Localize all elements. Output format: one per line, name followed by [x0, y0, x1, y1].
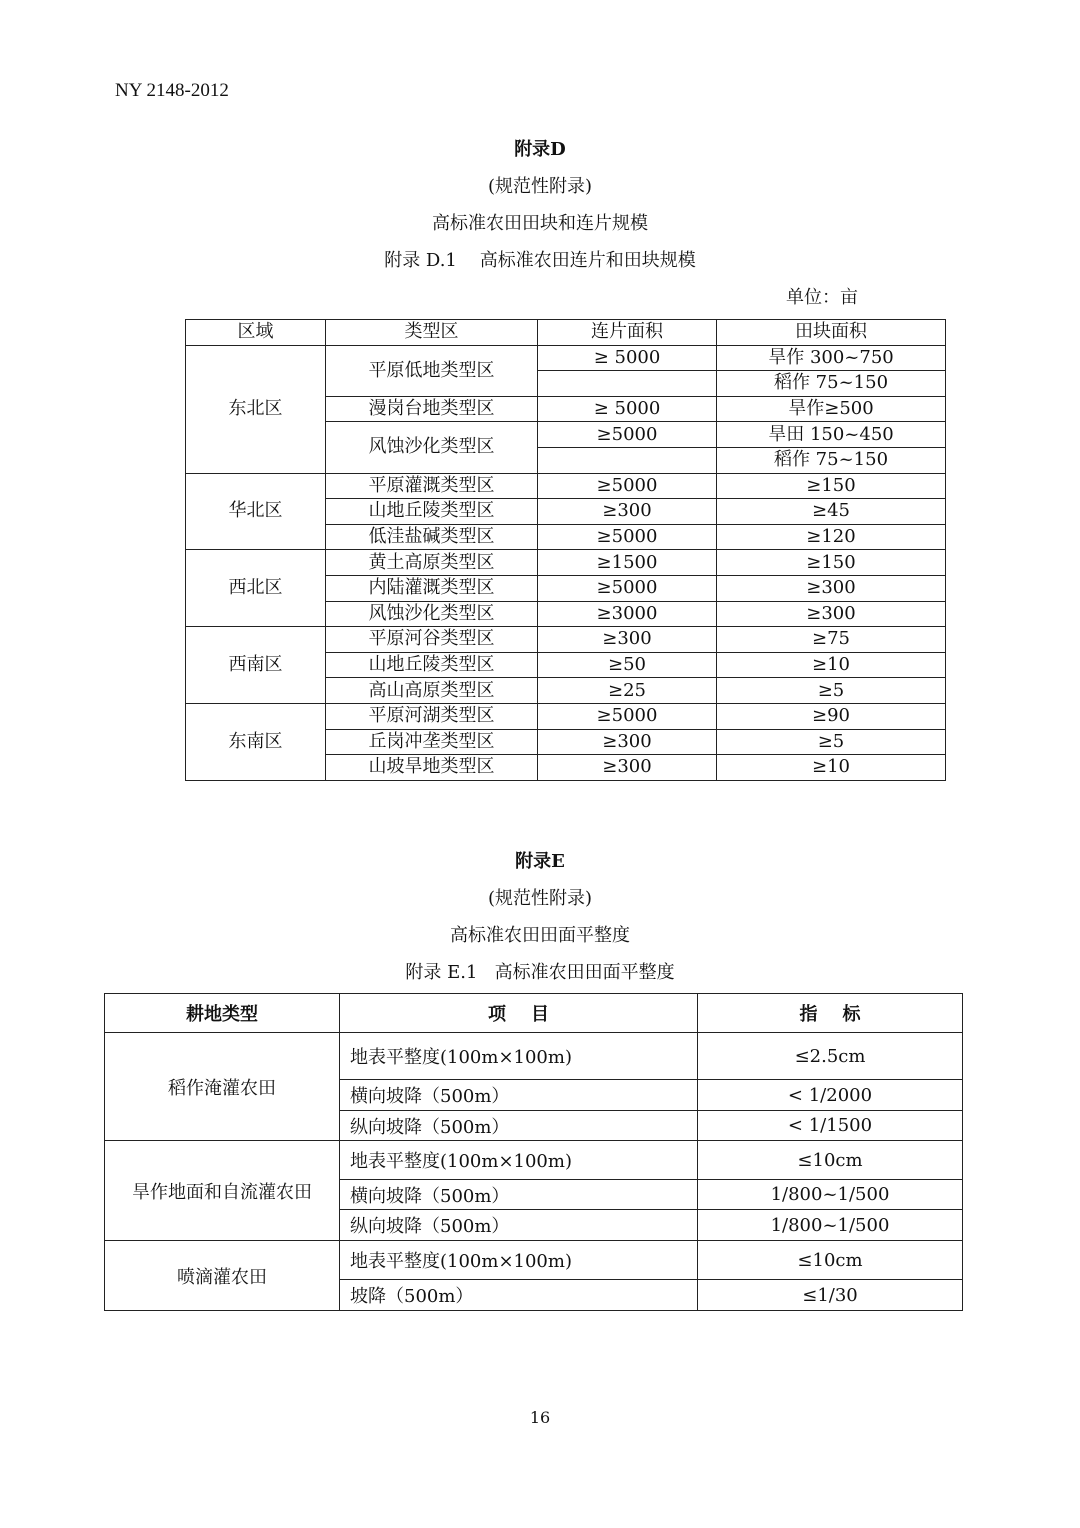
type-cell: 丘岗冲垄类型区 — [326, 729, 538, 755]
region-cell: 华北区 — [186, 473, 326, 550]
table-row — [105, 1141, 963, 1180]
field-cell: 稻作 75~150 — [717, 447, 946, 473]
field-cell: ≥5 — [717, 729, 946, 755]
field-cell: 旱作≥500 — [717, 396, 946, 422]
header-cell: 田块面积 — [717, 320, 946, 346]
table-d1 — [185, 319, 946, 781]
type-cell: 风蚀沙化类型区 — [326, 422, 538, 473]
region-cell: 东北区 — [186, 345, 326, 473]
type-cell: 平原河湖类型区 — [326, 703, 538, 729]
contiguous-cell: ≥ 5000 — [538, 345, 717, 371]
value-cell: 1/800~1/500 — [698, 1210, 963, 1241]
type-cell: 平原灌溉类型区 — [326, 473, 538, 499]
standard-number: NY 2148-2012 — [115, 80, 229, 101]
value-cell: ≤1/30 — [698, 1280, 963, 1311]
table-row — [186, 473, 946, 499]
type-cell: 山地丘陵类型区 — [326, 652, 538, 678]
table-row — [186, 627, 946, 653]
field-cell: ≥90 — [717, 703, 946, 729]
field-cell: ≥45 — [717, 499, 946, 525]
contiguous-cell: ≥50 — [538, 652, 717, 678]
appendix-e-nature: (规范性附录) — [487, 888, 593, 909]
table-e1-caption: 附录 E.1 高标准农田田面平整度 — [405, 962, 675, 983]
region-cell: 西南区 — [186, 627, 326, 704]
type-cell: 平原低地类型区 — [326, 345, 538, 396]
table-row — [186, 703, 946, 729]
contiguous-cell: ≥300 — [538, 627, 717, 653]
header-cell: 指 标 — [698, 994, 963, 1033]
field-cell: ≥75 — [717, 627, 946, 653]
table-row — [105, 1241, 963, 1280]
header-cell: 连片面积 — [538, 320, 717, 346]
table-header-row — [105, 994, 963, 1033]
item-cell: 坡降（500m） — [340, 1280, 698, 1311]
contiguous-cell: ≥ 5000 — [538, 396, 717, 422]
region-cell: 东南区 — [186, 703, 326, 780]
contiguous-cell: ≥300 — [538, 755, 717, 781]
header-cell: 类型区 — [326, 320, 538, 346]
item-cell: 纵向坡降（500m） — [340, 1111, 698, 1141]
contiguous-cell: ≥5000 — [538, 473, 717, 499]
region-cell: 西北区 — [186, 550, 326, 627]
appendix-d-subtitle: 高标准农田田块和连片规模 — [432, 213, 648, 234]
land-type-cell: 旱作地面和自流灌农田 — [105, 1141, 340, 1241]
item-cell: 地表平整度(100m×100m) — [340, 1141, 698, 1180]
contiguous-cell: ≥25 — [538, 678, 717, 704]
table-header-row — [186, 320, 946, 346]
value-cell: ≤10cm — [698, 1241, 963, 1280]
appendix-e-subtitle: 高标准农田田面平整度 — [450, 925, 630, 946]
contiguous-cell: ≥3000 — [538, 601, 717, 627]
field-cell: ≥10 — [717, 755, 946, 781]
appendix-d-title: 附录D — [514, 139, 566, 160]
value-cell: 1/800~1/500 — [698, 1180, 963, 1210]
type-cell: 风蚀沙化类型区 — [326, 601, 538, 627]
type-cell: 山地丘陵类型区 — [326, 499, 538, 525]
type-cell: 内陆灌溉类型区 — [326, 575, 538, 601]
table-row — [186, 550, 946, 576]
contiguous-cell: ≥1500 — [538, 550, 717, 576]
table-d1-caption: 附录 D.1 高标准农田连片和田块规模 — [384, 250, 696, 271]
field-cell: ≥5 — [717, 678, 946, 704]
type-cell: 山坡旱地类型区 — [326, 755, 538, 781]
field-cell: ≥300 — [717, 601, 946, 627]
item-cell: 横向坡降（500m） — [340, 1080, 698, 1111]
header-cell: 耕地类型 — [105, 994, 340, 1033]
contiguous-cell: ≥5000 — [538, 575, 717, 601]
contiguous-cell: ≥300 — [538, 499, 717, 525]
contiguous-cell: ≥5000 — [538, 524, 717, 550]
table-row — [186, 345, 946, 371]
type-cell: 高山高原类型区 — [326, 678, 538, 704]
type-cell: 漫岗台地类型区 — [326, 396, 538, 422]
field-cell: ≥150 — [717, 473, 946, 499]
contiguous-cell: ≥300 — [538, 729, 717, 755]
contiguous-cell — [538, 447, 717, 473]
type-cell: 平原河谷类型区 — [326, 627, 538, 653]
field-cell: 稻作 75~150 — [717, 371, 946, 397]
field-cell: 旱作 300~750 — [717, 345, 946, 371]
contiguous-cell: ≥5000 — [538, 703, 717, 729]
item-cell: 纵向坡降（500m） — [340, 1210, 698, 1241]
appendix-d-nature: (规范性附录) — [487, 176, 593, 197]
land-type-cell: 稻作淹灌农田 — [105, 1033, 340, 1141]
page-number: 16 — [529, 1408, 551, 1427]
table-row — [105, 1033, 963, 1080]
value-cell: < 1/2000 — [698, 1080, 963, 1111]
item-cell: 地表平整度(100m×100m) — [340, 1033, 698, 1080]
type-cell: 低洼盐碱类型区 — [326, 524, 538, 550]
value-cell: ≤2.5cm — [698, 1033, 963, 1080]
appendix-e-title: 附录E — [515, 851, 565, 872]
item-cell: 地表平整度(100m×100m) — [340, 1241, 698, 1280]
field-cell: ≥300 — [717, 575, 946, 601]
value-cell: < 1/1500 — [698, 1111, 963, 1141]
table-e1 — [104, 993, 963, 1311]
item-cell: 横向坡降（500m） — [340, 1180, 698, 1210]
field-cell: ≥120 — [717, 524, 946, 550]
field-cell: 旱田 150~450 — [717, 422, 946, 448]
value-cell: ≤10cm — [698, 1141, 963, 1180]
contiguous-cell — [538, 371, 717, 397]
header-cell: 项 目 — [340, 994, 698, 1033]
header-cell: 区域 — [186, 320, 326, 346]
field-cell: ≥150 — [717, 550, 946, 576]
land-type-cell: 喷滴灌农田 — [105, 1241, 340, 1311]
field-cell: ≥10 — [717, 652, 946, 678]
contiguous-cell: ≥5000 — [538, 422, 717, 448]
unit-label: 单位：亩 — [786, 287, 858, 308]
type-cell: 黄土高原类型区 — [326, 550, 538, 576]
